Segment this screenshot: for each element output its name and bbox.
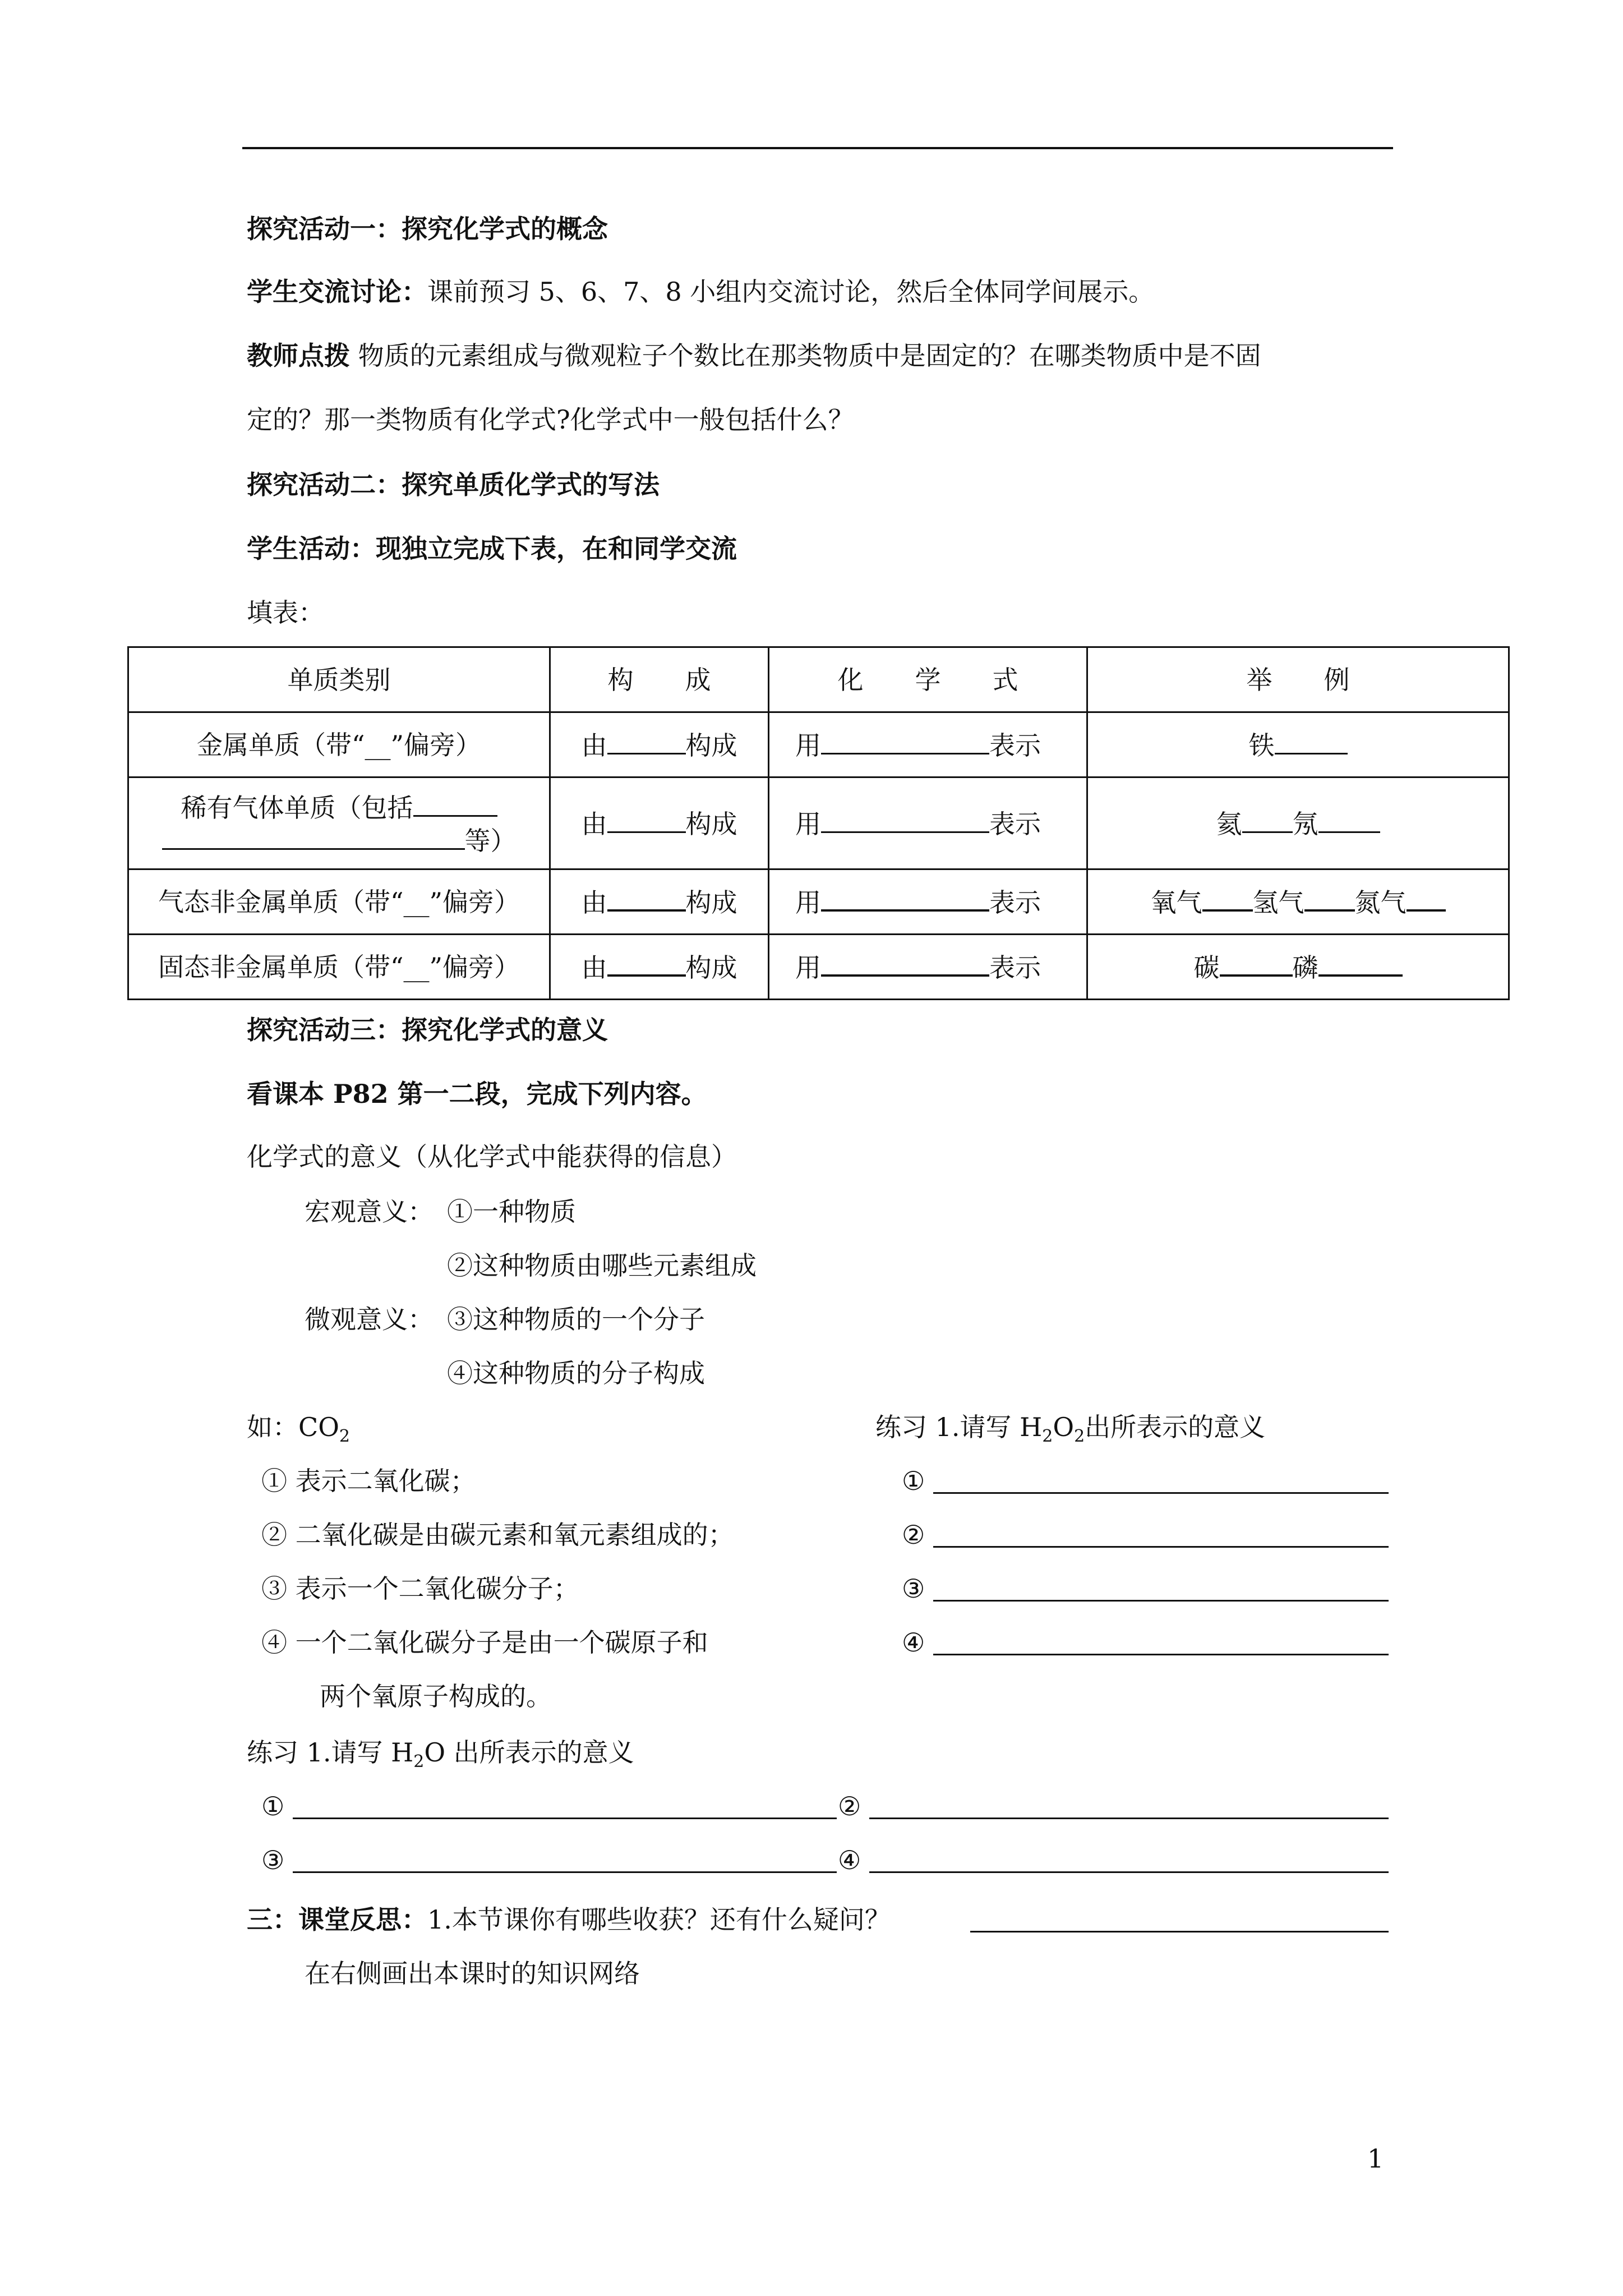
- composition-cell: 由 构成: [550, 869, 769, 935]
- activity3-heading: 探究活动三：探究化学式的意义: [247, 1015, 608, 1045]
- reflection-answer-line[interactable]: [970, 1931, 1389, 1932]
- blank[interactable]: [1275, 728, 1348, 754]
- blank[interactable]: [821, 885, 989, 912]
- activity3-instruction: 看课本 P82 第一二段，完成下列内容。: [247, 1079, 707, 1109]
- example-cell: 氦 氖: [1087, 777, 1509, 869]
- table-row: [128, 869, 1509, 935]
- blank[interactable]: [1242, 807, 1293, 833]
- blank[interactable]: [607, 950, 686, 977]
- fill-table-label: 填表：: [247, 597, 324, 628]
- teacher-text-line1: 物质的元素组成与微观粒子个数比在那类物质中是固定的？在哪类物质中是不固: [350, 341, 1261, 371]
- h2o2-answer-line[interactable]: [933, 1654, 1389, 1655]
- teacher-text-line2: 定的？那一类物质有化学式?化学式中一般包括什么？: [247, 404, 854, 435]
- micro-item-1: ③这种物质的一个分子: [447, 1304, 705, 1335]
- blank[interactable]: [607, 885, 686, 912]
- formula-cell: 用 表示: [769, 712, 1087, 777]
- teacher-label: 教师点拨: [247, 341, 350, 371]
- meaning-title: 化学式的意义（从化学式中能获得的信息）: [247, 1142, 737, 1172]
- table-row: [128, 935, 1509, 1000]
- exercise-h2o-prompt: 练习 1.请写 $H_2O$ 出所表示的意义: [247, 1737, 634, 1772]
- h2o2-answer-number: ③: [902, 1573, 925, 1604]
- example-cell: 铁: [1087, 712, 1509, 777]
- example-cell: 氧气 氢气 氮气: [1087, 869, 1509, 935]
- h2o-answer-number: ②: [838, 1791, 861, 1821]
- blank[interactable]: [413, 790, 497, 817]
- h2o-answer-line[interactable]: [293, 1871, 837, 1873]
- example-item: ③ 表示一个二氧化碳分子；: [261, 1573, 579, 1604]
- exercise-h2o2-prompt: 练习 1.请写 $H_2O_2$出所表示的意义: [875, 1412, 1266, 1446]
- formula-cell: 用 表示: [769, 869, 1087, 935]
- h2o-answer-number: ①: [261, 1791, 285, 1821]
- activity2-heading: 探究活动二：探究单质化学式的写法: [247, 470, 660, 500]
- composition-cell: 由 构成: [550, 712, 769, 777]
- blank[interactable]: [1220, 950, 1293, 977]
- h2o2-answer-line[interactable]: [933, 1600, 1389, 1602]
- student-activity: 学生活动：现独立完成下表，在和同学交流: [247, 533, 737, 564]
- blank[interactable]: [821, 728, 989, 754]
- element-table: [127, 646, 1510, 1000]
- blank[interactable]: [1304, 885, 1355, 912]
- blank[interactable]: [1318, 950, 1403, 977]
- row-category: 气态非金属单质（带“__”偏旁）: [128, 869, 550, 935]
- page-number: 1: [1367, 2143, 1384, 2174]
- header-composition: 构 成: [550, 647, 769, 712]
- reflection-line: [247, 1903, 891, 1936]
- discussion-text: 课前预习 5、6、7、8 小组内交流讨论，然后全体同学间展示。: [427, 277, 1155, 307]
- example-item: ① 表示二氧化碳；: [261, 1466, 476, 1496]
- header-rule: [242, 147, 1393, 149]
- blank[interactable]: [1407, 885, 1446, 912]
- h2o2-answer-number: ②: [902, 1520, 925, 1550]
- table-row: [128, 777, 1509, 869]
- row-category: 固态非金属单质（带“__”偏旁）: [128, 935, 550, 1000]
- formula-cell: 用 表示: [769, 777, 1087, 869]
- composition-cell: 由 构成: [550, 935, 769, 1000]
- reflection-note: 在右侧画出本课时的知识网络: [305, 1958, 640, 1989]
- h2o2-answer-line[interactable]: [933, 1492, 1389, 1494]
- h2o-answer-line[interactable]: [869, 1818, 1389, 1819]
- h2o-answer-line[interactable]: [293, 1818, 837, 1819]
- reflection-text: 1.本节课你有哪些收获？还有什么疑问？: [427, 1904, 891, 1935]
- header-example: 举 例: [1087, 647, 1509, 712]
- example-item: ④ 一个二氧化碳分子是由一个碳原子和: [261, 1627, 708, 1658]
- example-co2-label: 如：$CO_2$: [247, 1412, 351, 1446]
- blank[interactable]: [162, 823, 465, 850]
- macro-item-1: ①一种物质: [447, 1197, 576, 1227]
- teacher-paragraph: [247, 339, 1261, 372]
- h2o2-answer-line[interactable]: [933, 1546, 1389, 1548]
- h2o-answer-number: ④: [838, 1845, 861, 1875]
- macro-item-2: ②这种物质由哪些元素组成: [447, 1250, 757, 1281]
- blank[interactable]: [1318, 807, 1380, 833]
- h2o2-answer-number: ①: [902, 1466, 925, 1496]
- composition-cell: 由 构成: [550, 777, 769, 869]
- reflection-label: 三：课堂反思：: [247, 1904, 427, 1935]
- activity1-heading: 探究活动一：探究化学式的概念: [247, 214, 608, 244]
- h2o-answer-line[interactable]: [869, 1871, 1389, 1873]
- table-row: [128, 712, 1509, 777]
- micro-item-2: ④这种物质的分子构成: [447, 1358, 705, 1388]
- discussion-paragraph: [247, 275, 1154, 309]
- h2o2-answer-number: ④: [902, 1627, 925, 1658]
- example-item: ② 二氧化碳是由碳元素和氧元素组成的；: [261, 1520, 734, 1550]
- blank[interactable]: [1202, 885, 1253, 912]
- example-item-continued: 两个氧原子构成的。: [320, 1681, 552, 1711]
- discussion-label: 学生交流讨论：: [247, 277, 427, 307]
- blank[interactable]: [607, 807, 686, 833]
- blank[interactable]: [821, 950, 989, 977]
- h2o-answer-number: ③: [261, 1845, 285, 1875]
- blank[interactable]: [607, 728, 686, 754]
- formula-cell: 用 表示: [769, 935, 1087, 1000]
- example-cell: 碳 磷: [1087, 935, 1509, 1000]
- row-category: 稀有气体单质（包括 等）: [128, 777, 550, 869]
- header-category: 单质类别: [128, 647, 550, 712]
- micro-label: 微观意义：: [305, 1304, 434, 1335]
- table-header-row: [128, 647, 1509, 712]
- macro-label: 宏观意义：: [305, 1197, 434, 1227]
- row-category: 金属单质（带“__”偏旁）: [128, 712, 550, 777]
- blank[interactable]: [821, 807, 989, 833]
- header-formula: 化 学 式: [769, 647, 1087, 712]
